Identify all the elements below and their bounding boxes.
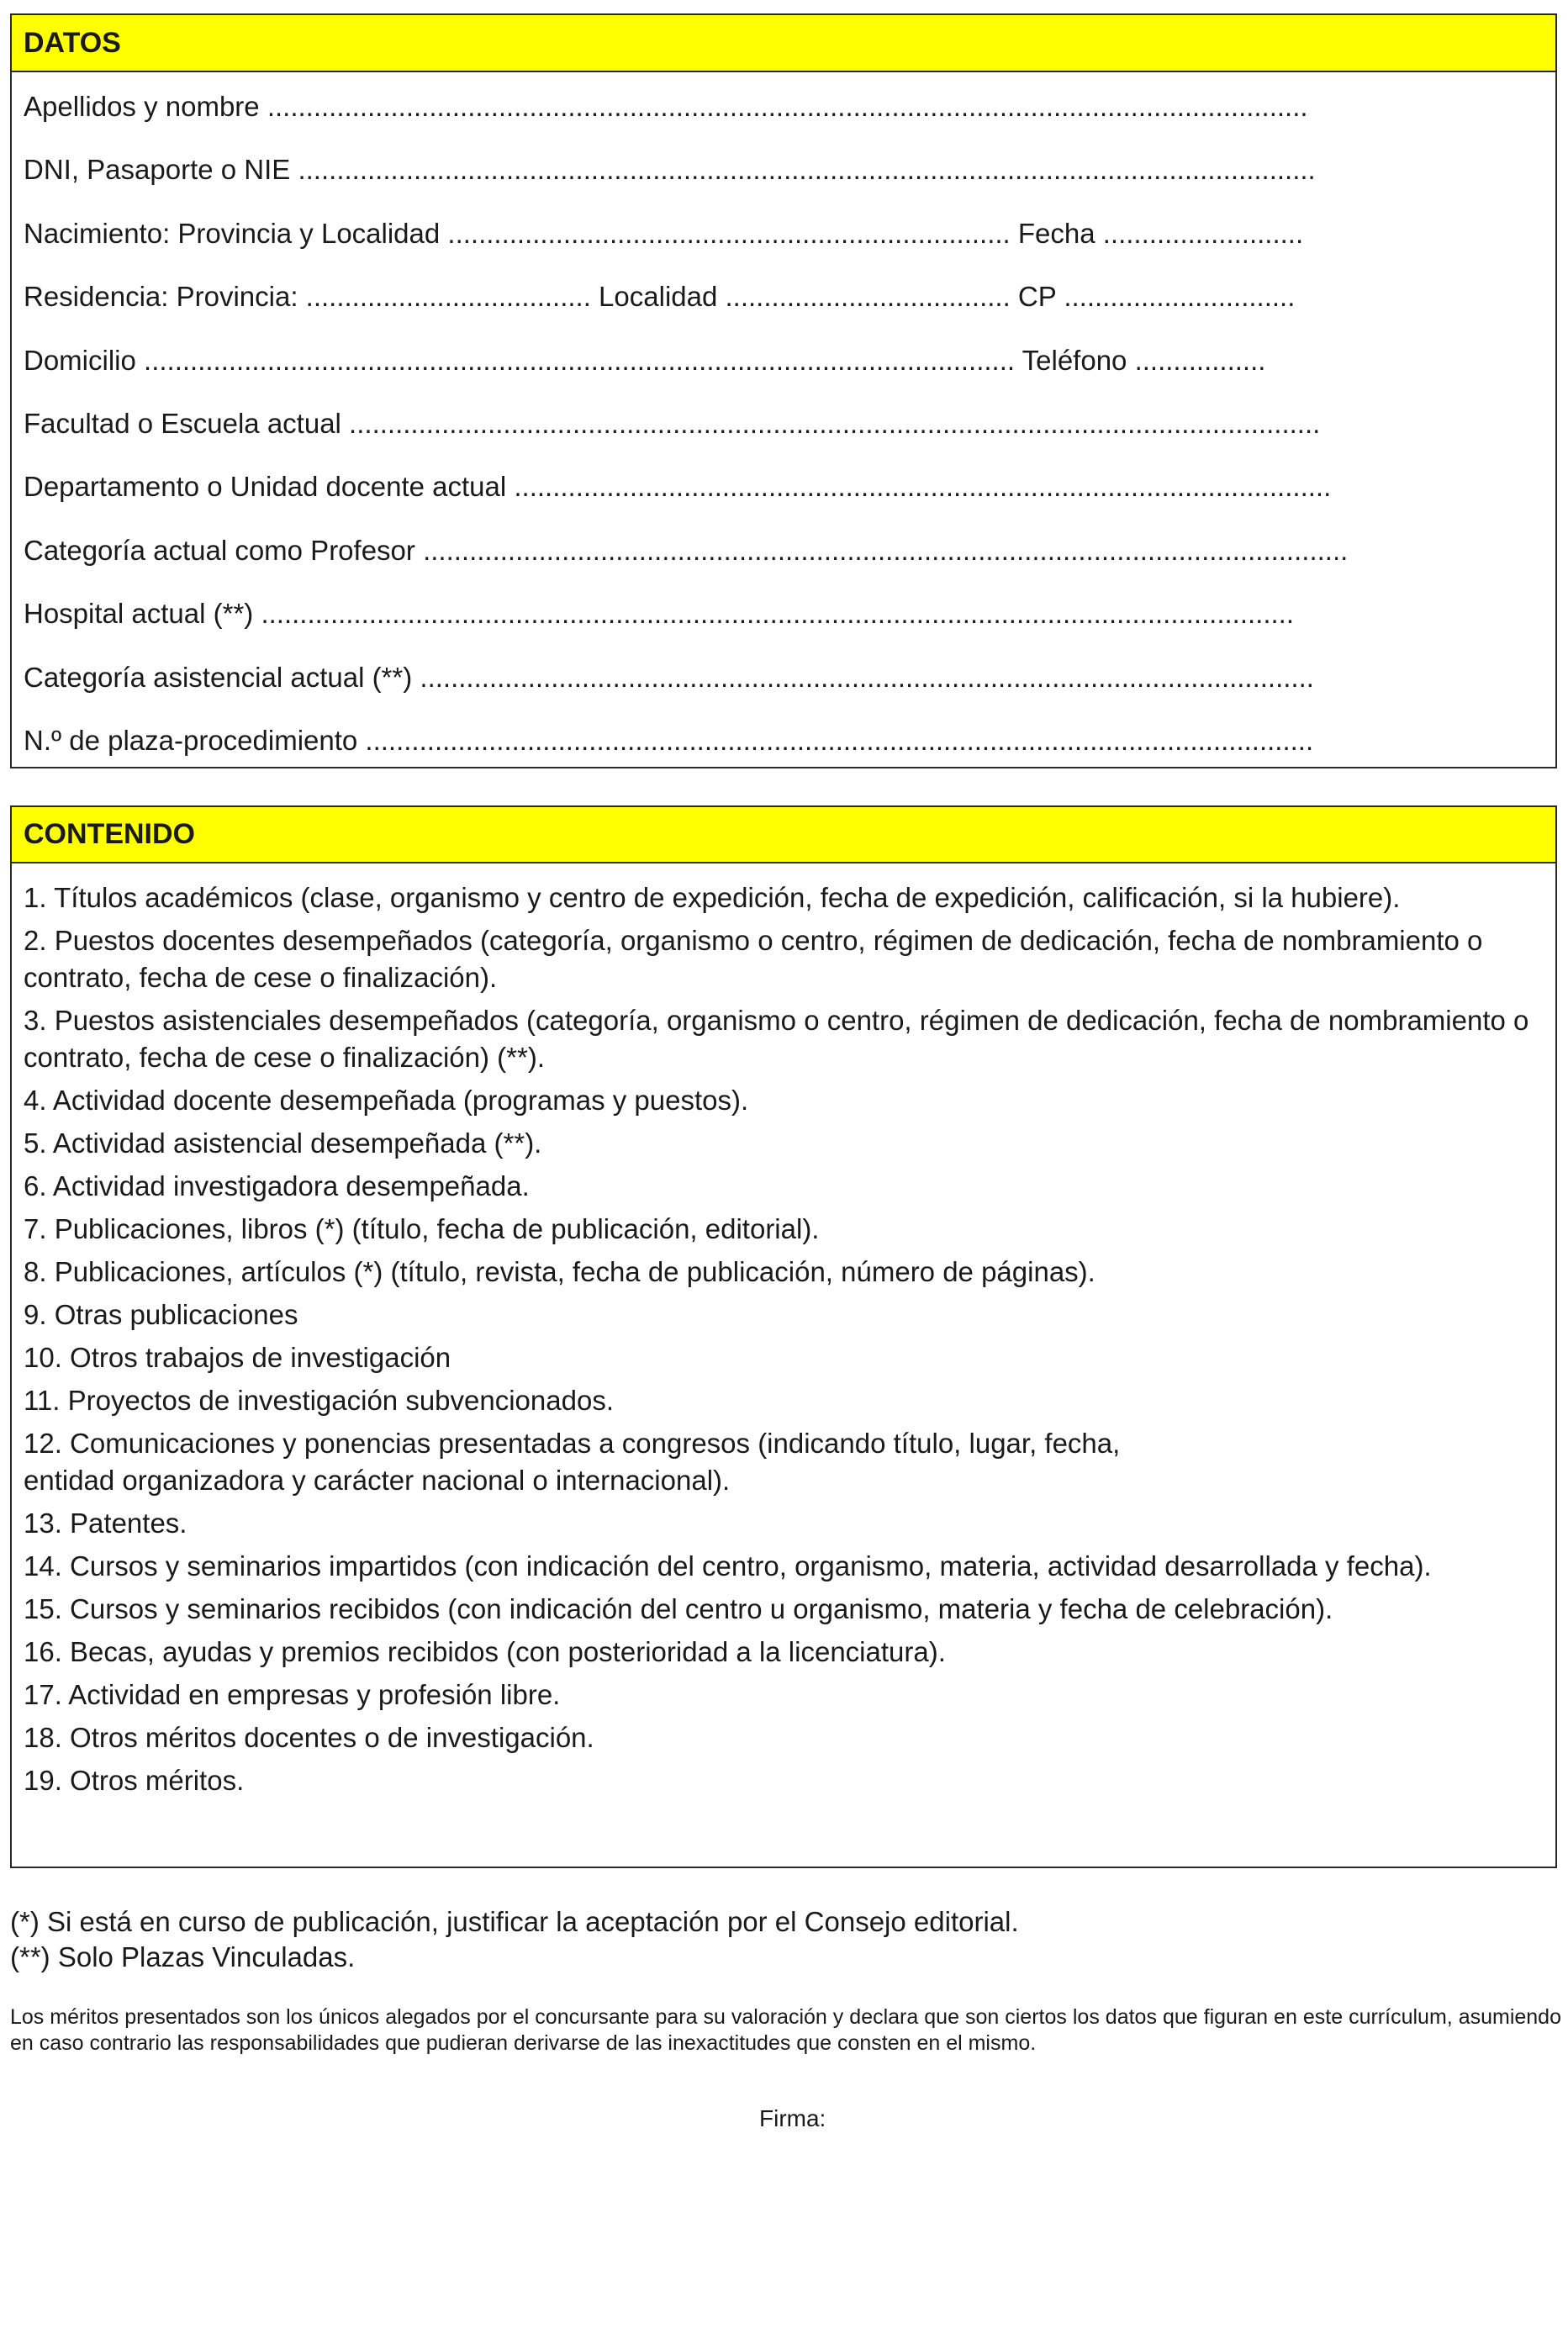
contenido-item: 16. Becas, ayudas y premios recibidos (con posterioridad a la licenciatura). xyxy=(24,1636,946,1667)
contenido-section xyxy=(10,805,1557,1868)
field-hospital-actual[interactable]: Hospital actual (**) ...................................................................................................................................... xyxy=(24,598,1295,630)
contenido-item: 2. Puestos docentes desempeñados (categoría, organismo o centro, régimen de dedicación, fecha de nombramiento o contrato, fecha de cese o finalización). xyxy=(24,925,1483,993)
field-departamento-unidad[interactable]: Departamento o Unidad docente actual .......................................................................................................... xyxy=(24,471,1332,503)
datos-field-list xyxy=(24,91,1518,806)
contenido-item: 3. Puestos asistenciales desempeñados (categoría, organismo o centro, régimen de dedicación, fecha de nombramiento o contrato, fecha de cese o finalización) (**). xyxy=(24,1005,1529,1073)
footnote-plazas-vinculadas: (**) Solo Plazas Vinculadas. xyxy=(10,1941,356,1972)
contenido-item: 8. Publicaciones, artículos (*) (título, revista, fecha de publicación, número de páginas). xyxy=(24,1256,1095,1287)
footnote-publication: (*) Si está en curso de publicación, justificar la aceptación por el Consejo editorial. xyxy=(10,1906,1019,1937)
contenido-item: 15. Cursos y seminarios recibidos (con indicación del centro u organismo, materia y fecha de celebración). xyxy=(24,1593,1333,1624)
contenido-item: 13. Patentes. xyxy=(24,1508,187,1539)
contenido-item: 11. Proyectos de investigación subvencionados. xyxy=(24,1385,614,1416)
contenido-item: 18. Otros méritos docentes o de investigación. xyxy=(24,1722,594,1753)
contenido-item: 19. Otros méritos. xyxy=(24,1765,245,1796)
field-domicilio-telefono[interactable]: Domicilio ................................................................................................................. Teléfono ................. xyxy=(24,344,1266,376)
field-residencia-localidad-cp[interactable]: Residencia: Provincia: ..................................... Localidad ..................................... CP .............................. xyxy=(24,281,1296,313)
firma-label: Firma: xyxy=(759,2105,826,2131)
contenido-item: 4. Actividad docente desempeñada (programas y puestos). xyxy=(24,1085,749,1116)
contenido-header xyxy=(12,807,1555,863)
contenido-item: 17. Actividad en empresas y profesión libre. xyxy=(24,1679,561,1710)
field-plaza-procedimiento[interactable]: N.º de plaza-procedimiento ........................................................................................................................... xyxy=(24,724,1314,756)
contenido-item: 1. Títulos académicos (clase, organismo y centro de expedición, fecha de expedición, calificación, si la hubiere). xyxy=(24,882,1401,913)
footnotes xyxy=(10,1904,1019,1975)
contenido-title: CONTENIDO xyxy=(24,818,195,850)
field-dni-pasaporte-nie[interactable]: DNI, Pasaporte o NIE .................................................................................................................................... xyxy=(24,154,1316,186)
field-categoria-profesor[interactable]: Categoría actual como Profesor ........................................................................................................................ xyxy=(24,534,1349,566)
contenido-item: 6. Actividad investigadora desempeñada. xyxy=(24,1170,530,1201)
datos-header xyxy=(12,15,1555,72)
contenido-item: 14. Cursos y seminarios impartidos (con indicación del centro, organismo, materia, actividad desarrollada y fecha). xyxy=(24,1550,1432,1582)
field-categoria-asistencial[interactable]: Categoría asistencial actual (**) .................................................................................................................... xyxy=(24,661,1314,693)
datos-section xyxy=(10,13,1557,768)
contenido-item: 7. Publicaciones, libros (*) (título, fecha de publicación, editorial). xyxy=(24,1213,820,1244)
field-apellidos-nombre[interactable]: Apellidos y nombre ....................................................................................................................................... xyxy=(24,91,1308,122)
contenido-item: 10. Otros trabajos de investigación xyxy=(24,1342,451,1373)
datos-title: DATOS xyxy=(24,26,121,59)
contenido-item: 12. Comunicaciones y ponencias presentadas a congresos (indicando título, lugar, fecha, entidad organizadora y carácter nacional o internacional). xyxy=(24,1428,1121,1496)
field-facultad-escuela[interactable]: Facultad o Escuela actual .............................................................................................................................. xyxy=(24,407,1321,439)
contenido-item: 5. Actividad asistencial desempeñada (**). xyxy=(24,1127,542,1159)
contenido-item: 9. Otras publicaciones xyxy=(24,1299,298,1330)
disclaimer-text: Los méritos presentados son los únicos alegados por el concursante para su valoración y declara que son ciertos los datos que figuran en este currículum, asumiendo en caso contrario las responsabilidades que pudieran derivarse de las inexactitudes que consten en el mismo. xyxy=(10,2005,1561,2055)
contenido-list xyxy=(24,879,1530,1805)
field-nacimiento-fecha[interactable]: Nacimiento: Provincia y Localidad ......................................................................... Fecha .......................... xyxy=(24,217,1304,249)
